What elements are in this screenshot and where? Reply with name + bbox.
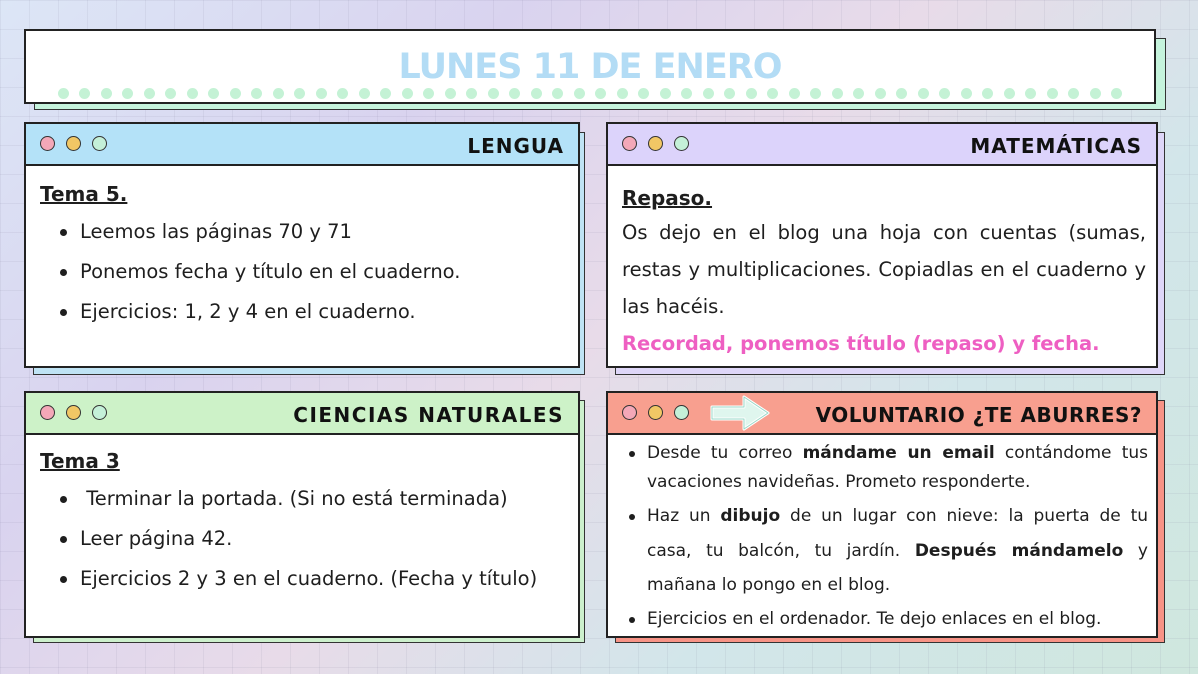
yellow-dot-icon [648,405,663,420]
divider-dot [595,88,606,99]
lengua-title: LENGUA [467,134,564,158]
divider-dot [574,88,585,99]
divider-dot [767,88,778,99]
divider-dot [1004,88,1015,99]
matematicas-title: MATEMÁTICAS [970,134,1142,158]
matematicas-text: Os dejo en el blog una hoja con cuentas (sumas, restas y multiplicaciones. Copiadlas en el cuaderno y las hacéis. [622,221,1146,318]
divider-dot [531,88,542,99]
window-dots-icon [40,405,107,420]
lengua-card-header [26,124,578,166]
divider-dot [982,88,993,99]
divider-dot [101,88,112,99]
divider-dot [251,88,262,99]
voluntario-card-header [608,393,1156,435]
ciencias-card [24,391,580,638]
list-item: Haz un dibujo de un lugar con nieve: la puerta de tu casa, tu balcón, tu jardín. Después mándamelo y mañana lo pongo en el blog. [618,499,1148,603]
voluntario-list [618,439,1148,634]
divider-dot [208,88,219,99]
ciencias-title: CIENCIAS NATURALES [293,403,564,427]
divider-dot [187,88,198,99]
voluntario-card [606,391,1158,638]
divider-dot [1090,88,1101,99]
divider-dot [380,88,391,99]
ciencias-card-header [26,393,578,435]
yellow-dot-icon [66,405,81,420]
divider-dot [445,88,456,99]
divider-dot [939,88,950,99]
divider-dot [681,88,692,99]
divider-dot [789,88,800,99]
divider-dot [273,88,284,99]
divider-dot [466,88,477,99]
divider-dot [58,88,69,99]
mint-dot-icon [674,136,689,151]
list-item: Ponemos fecha y título en el cuaderno. [40,252,568,292]
mint-dot-icon [92,405,107,420]
yellow-dot-icon [66,136,81,151]
window-dots-icon [622,405,689,420]
pink-dot-icon [40,405,55,420]
divider-dot [337,88,348,99]
list-item: Terminar la portada. (Si no está terminada) [40,479,568,519]
arrow-right-icon [710,394,772,432]
matematicas-reminder: Recordad, ponemos título (repaso) y fecha. [622,332,1100,355]
divider-dot [853,88,864,99]
voluntario-body [618,439,1148,634]
divider-dot [638,88,649,99]
divider-dot [552,88,563,99]
divider-dot [660,88,671,99]
matematicas-card [606,122,1158,368]
matematicas-body [622,182,1146,362]
dotted-divider [26,88,1154,99]
yellow-dot-icon [648,136,663,151]
divider-dot [1111,88,1122,99]
list-item: Desde tu correo mándame un email contándome tus vacaciones navideñas. Prometo responderte. [618,439,1148,497]
divider-dot [832,88,843,99]
divider-dot [230,88,241,99]
divider-dot [875,88,886,99]
voluntario-title: VOLUNTARIO ¿TE ABURRES? [815,403,1142,427]
divider-dot [488,88,499,99]
divider-dot [122,88,133,99]
list-item: Ejercicios 2 y 3 en el cuaderno. (Fecha y título) [40,559,568,599]
ciencias-body [40,449,568,599]
ciencias-list [40,479,568,599]
divider-dot [724,88,735,99]
divider-dot [359,88,370,99]
divider-dot [165,88,176,99]
list-item: Leemos las páginas 70 y 71 [40,212,568,252]
divider-dot [1068,88,1079,99]
divider-dot [316,88,327,99]
pink-dot-icon [622,136,637,151]
mint-dot-icon [674,405,689,420]
lengua-list [40,212,568,332]
divider-dot [1025,88,1036,99]
divider-dot [896,88,907,99]
list-item: Ejercicios en el ordenador. Te dejo enlaces en el blog. [618,605,1148,634]
divider-dot [402,88,413,99]
page-title: LUNES 11 DE ENERO [398,47,782,87]
divider-dot [617,88,628,99]
divider-dot [144,88,155,99]
matematicas-subtitle: Repaso. [622,186,713,210]
ciencias-subtitle: Tema 3 [40,449,120,473]
divider-dot [703,88,714,99]
divider-dot [918,88,929,99]
pink-dot-icon [622,405,637,420]
divider-dot [746,88,757,99]
divider-dot [423,88,434,99]
divider-dot [79,88,90,99]
title-banner [24,29,1156,104]
divider-dot [810,88,821,99]
divider-dot [1047,88,1058,99]
pink-dot-icon [40,136,55,151]
lengua-subtitle: Tema 5. [40,182,128,206]
matematicas-card-header [608,124,1156,166]
divider-dot [509,88,520,99]
list-item: Ejercicios: 1, 2 y 4 en el cuaderno. [40,292,568,332]
lengua-body [40,182,568,332]
divider-dot [961,88,972,99]
divider-dot [294,88,305,99]
mint-dot-icon [92,136,107,151]
window-dots-icon [40,136,107,151]
window-dots-icon [622,136,689,151]
lengua-card [24,122,580,368]
list-item: Leer página 42. [40,519,568,559]
